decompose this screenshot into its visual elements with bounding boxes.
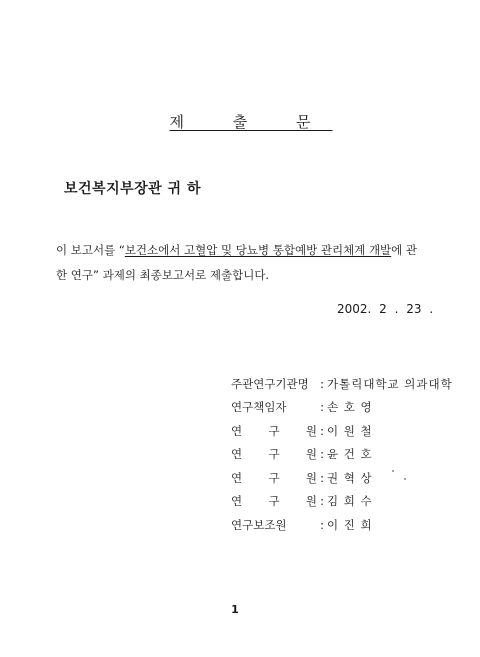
statement-suffix: 에 관	[391, 243, 418, 257]
staff-value: 가톨릭대학교 의과대학	[327, 376, 453, 391]
staff-value: 김 희 수	[327, 494, 373, 509]
statement-prefix: 이 보고서를 “	[56, 243, 125, 257]
staff-value: 이 원 철	[327, 423, 373, 438]
staff-label: 연구책임자	[231, 400, 287, 415]
research-staff-list	[231, 372, 453, 537]
submission-date: 2002. 2 . 23 .	[337, 302, 434, 316]
statement-line-1	[56, 238, 428, 263]
staff-separator: :	[320, 517, 324, 532]
staff-separator: :	[320, 447, 324, 462]
staff-row-researcher	[231, 443, 453, 467]
staff-separator: :	[320, 423, 324, 438]
staff-value: 윤 건 호	[327, 447, 373, 462]
staff-label: 연 구 원	[231, 494, 317, 509]
staff-separator: :	[320, 494, 324, 509]
staff-value: 손 호 영	[327, 400, 373, 415]
document-title	[0, 111, 480, 132]
staff-label: 연 구 원	[231, 470, 317, 485]
document-title-text: 제 출 문	[169, 113, 333, 131]
staff-row-research-assistant	[231, 513, 453, 537]
staff-row-researcher	[231, 490, 453, 514]
recipient-line: 보건복지부장관 귀 하	[64, 181, 201, 197]
staff-label: 연 구 원	[231, 423, 317, 438]
staff-row-researcher	[231, 466, 453, 490]
staff-label: 주관연구기관명	[231, 376, 309, 391]
scan-speck	[392, 470, 394, 472]
page-number: 1	[231, 603, 239, 616]
staff-separator: :	[320, 376, 324, 391]
scan-speck	[404, 478, 406, 480]
staff-label: 연구보조원	[231, 517, 287, 532]
statement-line-2: 한 연구” 과제의 최종보고서로 제출합니다.	[56, 268, 270, 282]
staff-row-researcher	[231, 419, 453, 443]
staff-separator: :	[320, 400, 324, 415]
project-title-underlined: 보건소에서 고혈압 및 당뇨병 통합예방 관리체계 개발	[124, 243, 392, 257]
staff-value: 권 혁 상	[327, 470, 373, 485]
submission-statement	[56, 238, 428, 288]
staff-separator: :	[320, 470, 324, 485]
staff-label: 연 구 원	[231, 447, 317, 462]
staff-value: 이 진 희	[327, 517, 373, 532]
staff-row-principal-investigator	[231, 396, 453, 420]
staff-row-institution	[231, 372, 453, 396]
